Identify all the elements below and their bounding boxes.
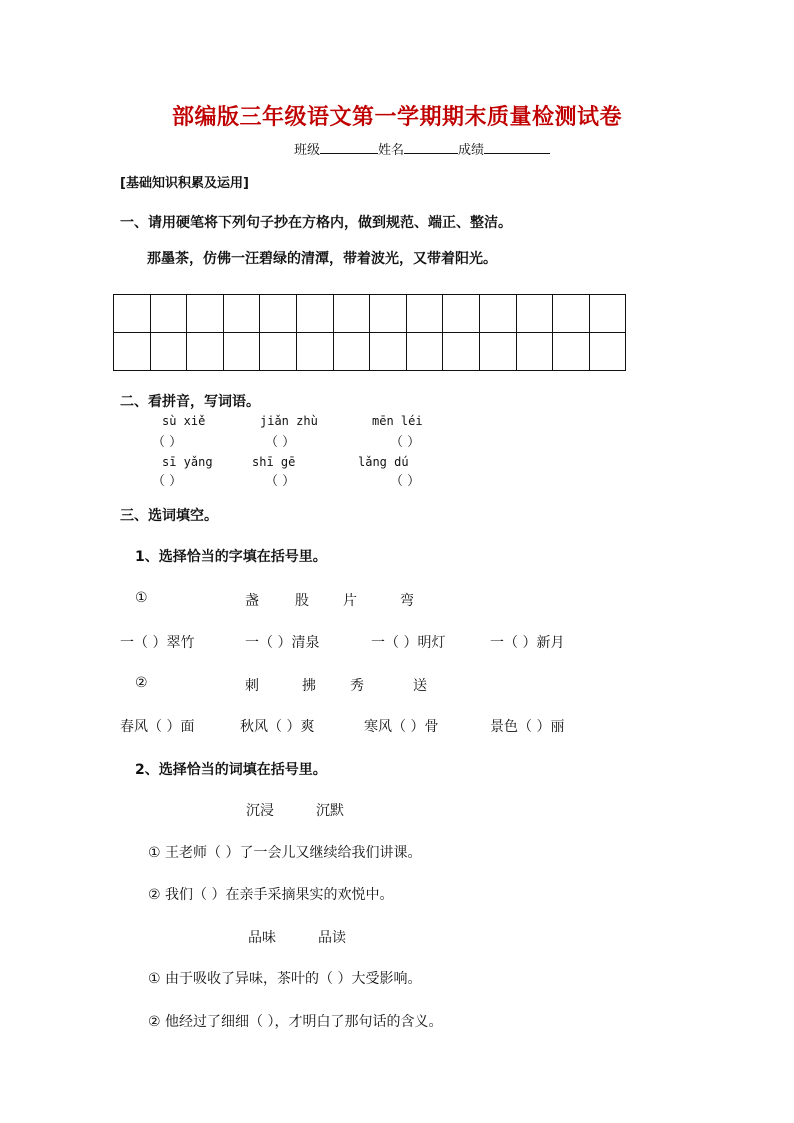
class-label: 班级 [294,143,321,158]
sub-question-2-title: 2、选择恰当的词填在括号里。 [135,762,327,778]
grid-cell[interactable] [370,295,407,333]
score-blank[interactable] [484,139,550,154]
class-blank[interactable] [320,139,378,154]
answer-paren[interactable]: （ ） [265,435,296,450]
choice-char: 送 [413,678,427,694]
sub-question-1-title: 1、选择恰当的字填在括号里。 [135,549,327,565]
answer-paren[interactable]: （ ） [390,435,421,450]
writing-grid [113,294,626,371]
grid-cell[interactable] [150,333,187,371]
name-label: 姓名 [378,143,405,158]
grid-cell[interactable] [223,333,260,371]
choice-char: 片 [343,593,357,609]
choice-char: 刺 [245,678,259,694]
grid-cell[interactable] [296,295,333,333]
grid-cell[interactable] [260,333,297,371]
grid-cell[interactable] [187,333,224,371]
grid-cell[interactable] [479,333,516,371]
grid-cell[interactable] [223,295,260,333]
grid-cell[interactable] [114,295,151,333]
grid-cell[interactable] [553,333,590,371]
fill-item[interactable]: 秋风（ ）爽 [240,719,315,735]
pinyin-2: jiǎn zhù [260,414,318,428]
fill-sentence[interactable]: ② 他经过了细细（ ），才明白了那句话的含义。 [148,1014,443,1030]
pinyin-6: lǎng dú [358,455,409,469]
grid-cell[interactable] [443,295,480,333]
group-marker-1: ① [135,590,148,606]
grid-cell[interactable] [479,295,516,333]
name-blank[interactable] [404,139,458,154]
grid-cell[interactable] [370,333,407,371]
grid-row [114,295,626,333]
fill-sentence[interactable]: ② 我们（ ）在亲手采摘果实的欢悦中。 [148,887,394,903]
grid-cell[interactable] [187,295,224,333]
answer-paren[interactable]: （ ） [152,435,183,450]
word-choice: 品味 [248,930,276,946]
grid-cell[interactable] [333,295,370,333]
word-choice: 沉默 [316,803,344,819]
grid-cell[interactable] [516,295,553,333]
grid-cell[interactable] [443,333,480,371]
pinyin-3: mēn léi [372,414,423,428]
section-header: [基础知识积累及运用] [120,176,249,191]
grid-cell[interactable] [406,295,443,333]
grid-cell[interactable] [589,295,626,333]
pinyin-5: shī gē [252,455,296,469]
question-1-title: 一、请用硬笔将下列句子抄在方格内，做到规范、端正、整洁。 [120,215,512,231]
grid-cell[interactable] [553,295,590,333]
grid-cell[interactable] [333,333,370,371]
choice-char: 弯 [400,593,414,609]
answer-paren[interactable]: （ ） [265,474,296,489]
answer-paren[interactable]: （ ） [152,474,183,489]
grid-cell[interactable] [516,333,553,371]
student-info-line [294,139,550,158]
grid-row [114,333,626,371]
fill-sentence[interactable]: ① 王老师（ ）了一会儿又继续给我们讲课。 [148,845,422,861]
group-marker-2: ② [135,675,148,691]
fill-sentence[interactable]: ① 由于吸收了异味，茶叶的（ ）大受影响。 [148,971,422,987]
pinyin-4: sī yǎng [162,455,213,469]
grid-cell[interactable] [406,333,443,371]
word-choice: 品读 [318,930,346,946]
grid-cell[interactable] [296,333,333,371]
fill-item[interactable]: 一（ ）新月 [490,635,565,651]
page-title: 部编版三年级语文第一学期期末质量检测试卷 [171,105,622,130]
fill-item[interactable]: 春风（ ）面 [120,719,195,735]
grid-cell[interactable] [150,295,187,333]
choice-char: 拂 [302,678,316,694]
pinyin-1: sù xiě [162,414,206,428]
score-label: 成绩 [458,143,485,158]
fill-item[interactable]: 一（ ）明灯 [371,635,446,651]
word-choice: 沉浸 [246,803,274,819]
choice-char: 股 [295,593,309,609]
answer-paren[interactable]: （ ） [390,474,421,489]
grid-cell[interactable] [114,333,151,371]
question-3-title: 三、选词填空。 [120,508,218,524]
fill-item[interactable]: 一（ ）清泉 [245,635,320,651]
question-2-title: 二、看拼音，写词语。 [120,394,260,410]
fill-item[interactable]: 景色（ ）丽 [490,719,565,735]
grid-cell[interactable] [260,295,297,333]
choice-char: 秀 [350,678,364,694]
choice-char: 盏 [245,593,259,609]
copy-sentence: 那墨茶，仿佛一汪碧绿的清潭，带着波光，又带着阳光。 [147,251,497,267]
grid-cell[interactable] [589,333,626,371]
fill-item[interactable]: 一（ ）翠竹 [120,635,195,651]
fill-item[interactable]: 寒风（ ）骨 [364,719,439,735]
